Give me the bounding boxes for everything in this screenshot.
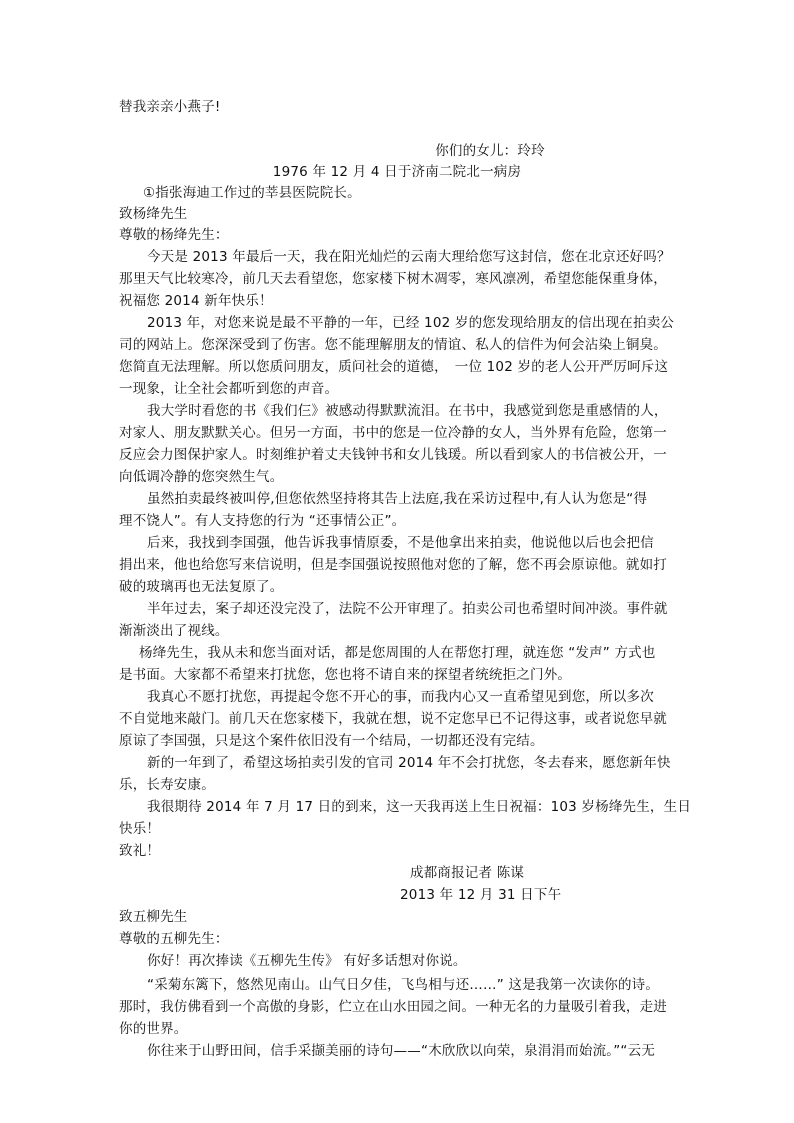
paragraph-line: 是书面。大家都不希望来打扰您，您也将不请自来的探望者统统拒之门外。 (119, 667, 572, 683)
paragraph-line: 2013 年，对您来说是最不平静的一年，已经 102 岁的您发现给朋友的信出现在拍卖公 (147, 315, 675, 331)
paragraph-line: 今天是 2013 年最后一天，我在阳光灿烂的云南大理给您写这封信，您在北京还好吗？ (147, 249, 671, 265)
paragraph-line: 我真心不愿打扰您，再提起令您不开心的事，而我内心又一直希望见到您，所以多次 (147, 689, 654, 705)
paragraph-line: 捐出来，他也给您写来信说明，但是李国强说按照他对您的了解，您不再会原谅他。就如打 (119, 557, 667, 573)
letter-heading-wuliu: 致五柳先生 (119, 909, 188, 925)
paragraph-line: 我很期待 2014 年 7 月 17 日的到来，这一天我再送上生日祝福：103 岁杨绛先生，生日 (147, 799, 692, 815)
paragraph-line: 快乐！ (119, 821, 161, 837)
signature-date-1976: 1976 年 12 月 4 日于济南二院北一病房 (272, 164, 522, 180)
paragraph-line: 对家人、朋友默默关心。但另一方面，书中的您是一位冷静的女人，当外界有危险，您第一 (119, 425, 667, 441)
letter-heading-yangjiang: 致杨绛先生 (119, 206, 188, 222)
paragraph-line: 理不饶人”。有人支持您的行为 “还事情公正”。 (119, 513, 406, 529)
paragraph-line: 那时，我仿佛看到一个高傲的身影，伫立在山水田园之间。一种无名的力量吸引着我，走进 (119, 999, 667, 1015)
paragraph-line: 向低调冷静的您突然生气。 (119, 469, 284, 485)
salutation-yangjiang: 尊敬的杨绛先生： (119, 227, 229, 243)
paragraph-line: 一现象，让全社会都听到您的声音。 (119, 381, 339, 397)
salutation-wuliu: 尊敬的五柳先生： (119, 931, 229, 947)
paragraph-line: 祝福您 2014 新年快乐！ (119, 293, 273, 309)
paragraph-line: 你好！再次捧读《五柳先生传》 有好多话想对你说。 (147, 953, 467, 969)
paragraph-line: 破的玻璃再也无法复原了。 (119, 579, 284, 595)
paragraph-line: 反应会力图保护家人。时刻维护着丈夫钱钟书和女儿钱瑗。所以看到家人的书信被公开，一 (119, 447, 667, 463)
paragraph-line: “采菊东篱下，悠然见南山。山气日夕佳，飞鸟相与还……” 这是我第一次读你的诗。 (147, 977, 660, 993)
signature-reporter: 成都商报记者 陈谋 (410, 865, 525, 881)
closing-regards: 致礼！ (119, 843, 161, 859)
paragraph-line: 半年过去，案子却还没完没了，法院不公开审理了。拍卖公司也希望时间冲淡。事件就 (147, 601, 668, 617)
paragraph-line: 原谅了李国强，只是这个案件依旧没有一个结局，一切都还没有完结。 (119, 733, 544, 749)
signature-daughter: 你们的女儿：玲玲 (435, 143, 545, 159)
footnote: ①指张海迪工作过的莘县医院院长。 (143, 185, 361, 201)
paragraph-line: 虽然拍卖最终被叫停,但您依然坚持将其告上法庭,我在采访过程中,有人认为您是“得 (147, 491, 648, 507)
text-line-closing-kiss: 替我亲亲小燕子! (119, 99, 221, 115)
paragraph-line: 司的网站上。您深深受到了伤害。您不能理解朋友的情谊、私人的信件为何会沾染上铜臭。 (119, 337, 667, 353)
paragraph-line: 新的一年到了，希望这场拍卖引发的官司 2014 年不会打扰您，冬去春来，愿您新年快 (147, 755, 671, 771)
paragraph-line: 后来，我找到李国强，他告诉我事情原委，不是他拿出来拍卖，他说他以后也会把信 (147, 535, 654, 551)
paragraph-line: 你往来于山野田间，信手采撷美丽的诗句——“木欣欣以向荣，泉涓涓而始流。”“云无 (147, 1043, 656, 1059)
paragraph-line: 您简直无法理解。所以您质问朋友，质问社会的道德， 一位 102 岁的老人公开严厉呵斥这 (119, 359, 669, 375)
paragraph-line: 乐，长寿安康。 (119, 777, 215, 793)
signature-date-2013: 2013 年 12 月 31 日下午 (400, 887, 562, 903)
paragraph-line: 渐渐淡出了视线。 (119, 623, 229, 639)
paragraph-line: 那里天气比较寒冷，前几天去看望您，您家楼下树木凋零，寒风凛冽，希望您能保重身体， (119, 271, 667, 287)
paragraph-line: 不自觉地来敲门。前几天在您家楼下，我就在想，说不定您早已不记得这事，或者说您早就 (119, 711, 667, 727)
paragraph-line: 我大学时看您的书《我们仨》被感动得默默流泪。在书中，我感觉到您是重感情的人， (147, 403, 668, 419)
paragraph-line: 杨绛先生，我从未和您当面对话，都是您周围的人在帮您打理，就连您 “发声” 方式也 (139, 645, 656, 661)
paragraph-line: 你的世界。 (119, 1021, 188, 1037)
